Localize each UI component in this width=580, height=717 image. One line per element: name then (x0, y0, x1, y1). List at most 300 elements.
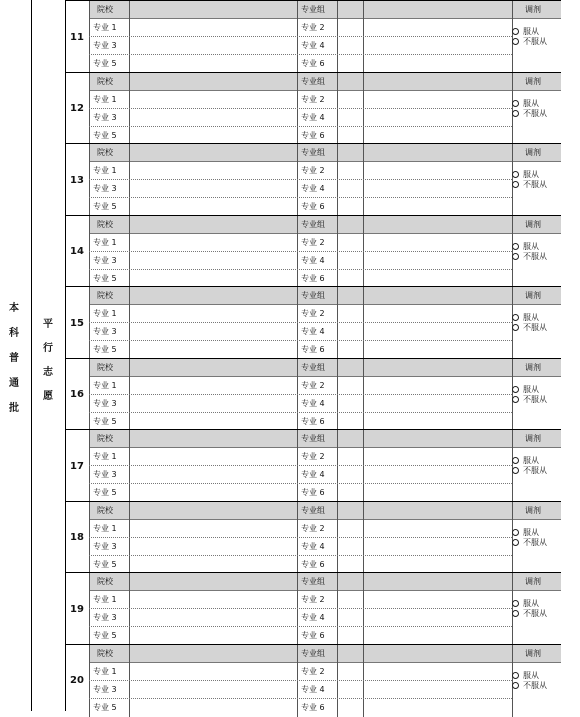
major-label: 专业 3 (93, 41, 117, 50)
major-input[interactable] (130, 37, 296, 54)
cell-divider (89, 359, 90, 431)
batch-label-char: 科 (9, 328, 19, 339)
choice-number: 16 (70, 389, 84, 400)
accept-radio-label: 服从 (523, 313, 539, 322)
cell-divider (89, 573, 90, 645)
school-header: 院校 (97, 76, 113, 86)
major-input[interactable] (130, 681, 296, 698)
adjust-options (512, 385, 547, 405)
choice-number: 20 (70, 675, 84, 686)
reject-radio-row[interactable] (512, 37, 547, 47)
reject-radio-label: 不服从 (523, 108, 547, 118)
cell-divider (297, 73, 298, 145)
cell-divider (337, 1, 338, 73)
volunteer-label-char: 行 (43, 343, 53, 354)
major-group-header: 专业组 (301, 5, 325, 14)
major-input[interactable] (130, 180, 296, 197)
major-input[interactable] (365, 520, 511, 537)
cell-divider (363, 1, 364, 73)
accept-radio[interactable] (512, 386, 519, 393)
major-label: 专业 6 (301, 273, 325, 283)
choice-number: 18 (70, 532, 84, 543)
accept-radio-row[interactable] (512, 99, 547, 109)
major-input[interactable] (365, 413, 511, 430)
cell-divider (89, 73, 90, 145)
cell-divider (89, 430, 90, 502)
major-input[interactable] (365, 198, 511, 215)
major-input[interactable] (130, 448, 296, 465)
major-group-header: 专业组 (301, 362, 325, 372)
accept-radio-row[interactable] (512, 27, 547, 37)
cell-divider (337, 573, 338, 645)
major-input[interactable] (365, 377, 511, 394)
major-label: 专业 5 (93, 416, 117, 426)
major-group-header: 专业组 (301, 291, 325, 300)
choice-number: 14 (70, 246, 84, 257)
reject-radio[interactable] (512, 110, 519, 117)
major-label: 专业 1 (93, 309, 117, 318)
cell-divider (363, 73, 364, 145)
major-label: 专业 4 (301, 541, 325, 551)
major-input[interactable] (365, 19, 511, 36)
choice-block (65, 644, 561, 716)
major-label: 专业 5 (93, 345, 117, 354)
cell-divider (297, 645, 298, 717)
adjust-header: 调剂 (525, 5, 541, 14)
school-header: 院校 (97, 505, 113, 515)
major-input[interactable] (130, 91, 296, 108)
major-input[interactable] (365, 180, 511, 197)
major-label: 专业 2 (301, 23, 325, 32)
block-header-bar (89, 1, 561, 19)
block-header-bar (89, 502, 561, 520)
major-label: 专业 2 (301, 523, 325, 533)
cell-divider (337, 359, 338, 431)
major-label: 专业 5 (93, 702, 117, 712)
major-group-header: 专业组 (301, 434, 325, 443)
major-label: 专业 1 (93, 666, 117, 676)
cell-divider (363, 502, 364, 574)
reject-radio-label: 不服从 (523, 609, 547, 618)
major-label: 专业 5 (93, 59, 117, 68)
major-input[interactable] (130, 556, 296, 573)
accept-radio-label: 服从 (523, 241, 539, 251)
reject-radio-label: 不服从 (523, 251, 547, 261)
major-label: 专业 4 (301, 470, 325, 479)
major-input[interactable] (130, 627, 296, 644)
cell-divider (297, 287, 298, 359)
reject-radio-label: 不服从 (523, 323, 547, 332)
reject-radio-label: 不服从 (523, 180, 547, 189)
cell-divider (297, 573, 298, 645)
major-label: 专业 1 (93, 452, 117, 461)
reject-radio[interactable] (512, 682, 519, 689)
major-label: 专业 4 (301, 255, 325, 265)
major-input[interactable] (130, 270, 296, 287)
major-input[interactable] (130, 466, 296, 483)
choice-block (65, 0, 561, 72)
major-input[interactable] (130, 19, 296, 36)
batch-label-char: 本 (9, 303, 19, 314)
major-input[interactable] (365, 591, 511, 608)
adjust-options (512, 456, 547, 476)
major-input[interactable] (130, 55, 296, 72)
major-input[interactable] (365, 323, 511, 340)
reject-radio[interactable] (512, 253, 519, 260)
major-label: 专业 3 (93, 184, 117, 193)
block-header-bar (89, 144, 561, 162)
major-group-header: 专业组 (301, 219, 325, 229)
major-label: 专业 2 (301, 166, 325, 175)
adjust-header: 调剂 (525, 577, 541, 586)
cell-divider (363, 359, 364, 431)
major-input[interactable] (365, 627, 511, 644)
cell-divider (297, 1, 298, 73)
reject-radio-row[interactable] (512, 681, 547, 691)
major-group-header: 专业组 (301, 505, 325, 515)
major-input[interactable] (365, 448, 511, 465)
school-header: 院校 (97, 577, 113, 586)
major-input[interactable] (365, 37, 511, 54)
cell-divider (337, 73, 338, 145)
reject-radio-row[interactable] (512, 466, 547, 476)
major-label: 专业 3 (93, 541, 117, 551)
accept-radio-label: 服从 (523, 170, 539, 179)
adjust-header: 调剂 (525, 219, 541, 229)
choice-block (65, 286, 561, 358)
accept-radio-row[interactable] (512, 242, 547, 252)
major-label: 专业 3 (93, 255, 117, 265)
accept-radio[interactable] (512, 600, 519, 607)
adjust-options (512, 313, 547, 333)
cell-divider (337, 502, 338, 574)
choice-block (65, 429, 561, 501)
major-input[interactable] (365, 609, 511, 626)
major-label: 专业 6 (301, 130, 325, 140)
accept-radio[interactable] (512, 314, 519, 321)
school-header: 院校 (97, 434, 113, 443)
accept-radio-label: 服从 (523, 384, 539, 394)
cell-divider (337, 144, 338, 216)
reject-radio[interactable] (512, 610, 519, 617)
major-input[interactable] (365, 270, 511, 287)
accept-radio-row[interactable] (512, 170, 547, 180)
block-header-bar (89, 359, 561, 377)
adjust-header: 调剂 (525, 148, 541, 157)
accept-radio[interactable] (512, 28, 519, 35)
batch-label-char: 批 (9, 403, 19, 414)
major-label: 专业 6 (301, 416, 325, 426)
major-label: 专业 1 (93, 166, 117, 175)
cell-divider (89, 1, 90, 73)
major-label: 专业 2 (301, 237, 325, 247)
accept-radio-label: 服从 (523, 670, 539, 680)
major-group-header: 专业组 (301, 648, 325, 658)
accept-radio-label: 服从 (523, 527, 539, 537)
reject-radio[interactable] (512, 181, 519, 188)
major-label: 专业 6 (301, 631, 325, 640)
cell-divider (297, 359, 298, 431)
major-label: 专业 2 (301, 94, 325, 104)
choice-block (65, 501, 561, 573)
major-label: 专业 6 (301, 202, 325, 211)
accept-radio-row[interactable] (512, 599, 547, 609)
block-header-bar (89, 216, 561, 234)
accept-radio-row[interactable] (512, 528, 547, 538)
accept-radio[interactable] (512, 672, 519, 679)
major-input[interactable] (365, 91, 511, 108)
adjust-options (512, 99, 547, 119)
major-input[interactable] (365, 484, 511, 501)
major-label: 专业 5 (93, 273, 117, 283)
major-label: 专业 1 (93, 237, 117, 247)
major-input[interactable] (365, 663, 511, 680)
accept-radio-label: 服从 (523, 456, 539, 465)
volunteer-label-char: 志 (43, 367, 53, 378)
major-label: 专业 3 (93, 684, 117, 694)
cell-divider (89, 645, 90, 717)
adjust-header: 调剂 (525, 76, 541, 86)
choice-block (65, 72, 561, 144)
major-input[interactable] (365, 55, 511, 72)
school-header: 院校 (97, 5, 113, 14)
cell-divider (337, 645, 338, 717)
cell-divider (89, 216, 90, 288)
school-header: 院校 (97, 148, 113, 157)
reject-radio-label: 不服从 (523, 537, 547, 547)
adjust-options (512, 170, 547, 190)
reject-radio-row[interactable] (512, 323, 547, 333)
adjust-header: 调剂 (525, 362, 541, 372)
cell-divider (297, 502, 298, 574)
major-label: 专业 3 (93, 327, 117, 336)
major-label: 专业 1 (93, 523, 117, 533)
accept-radio[interactable] (512, 100, 519, 107)
cell-divider (363, 287, 364, 359)
major-label: 专业 3 (93, 398, 117, 408)
reject-radio[interactable] (512, 396, 519, 403)
accept-radio-label: 服从 (523, 27, 539, 36)
choice-number: 12 (70, 103, 84, 114)
cell-divider (363, 645, 364, 717)
major-input[interactable] (365, 127, 511, 144)
major-input[interactable] (130, 538, 296, 555)
cell-divider (89, 502, 90, 574)
choice-number: 13 (70, 174, 84, 186)
volunteer-label-char: 平 (43, 319, 53, 330)
major-input[interactable] (130, 305, 296, 322)
accept-radio[interactable] (512, 171, 519, 178)
reject-radio-label: 不服从 (523, 37, 547, 46)
major-label: 专业 6 (301, 488, 325, 497)
major-label: 专业 4 (301, 112, 325, 122)
reject-radio-row[interactable] (512, 109, 547, 119)
major-label: 专业 4 (301, 684, 325, 694)
school-header: 院校 (97, 291, 113, 300)
accept-radio-label: 服从 (523, 599, 539, 608)
major-input[interactable] (130, 699, 296, 716)
school-header: 院校 (97, 648, 113, 658)
major-label: 专业 3 (93, 613, 117, 622)
reject-radio-row[interactable] (512, 252, 547, 262)
major-input[interactable] (365, 538, 511, 555)
adjust-options (512, 528, 547, 548)
major-label: 专业 3 (93, 470, 117, 479)
cell-divider (363, 430, 364, 502)
choice-block (65, 143, 561, 215)
choice-block (65, 572, 561, 644)
adjust-header: 调剂 (525, 648, 541, 658)
cell-divider (297, 144, 298, 216)
major-input[interactable] (130, 323, 296, 340)
choice-number: 15 (70, 317, 84, 329)
block-header-bar (89, 645, 561, 663)
major-input[interactable] (365, 556, 511, 573)
major-group-header: 专业组 (301, 577, 325, 586)
reject-radio[interactable] (512, 38, 519, 45)
reject-radio-row[interactable] (512, 538, 547, 548)
cell-divider (297, 216, 298, 288)
major-label: 专业 5 (93, 130, 117, 140)
accept-radio-label: 服从 (523, 98, 539, 108)
major-label: 专业 4 (301, 613, 325, 622)
major-label: 专业 4 (301, 41, 325, 50)
cell-divider (89, 144, 90, 216)
accept-radio[interactable] (512, 529, 519, 536)
major-label: 专业 6 (301, 345, 325, 354)
major-label: 专业 4 (301, 184, 325, 193)
major-label: 专业 2 (301, 595, 325, 604)
major-input[interactable] (365, 466, 511, 483)
major-input[interactable] (130, 591, 296, 608)
major-input[interactable] (130, 234, 296, 251)
major-label: 专业 2 (301, 380, 325, 390)
choice-block (65, 358, 561, 430)
cell-divider (297, 430, 298, 502)
reject-radio-row[interactable] (512, 180, 547, 190)
major-input[interactable] (130, 663, 296, 680)
major-input[interactable] (130, 341, 296, 358)
major-label: 专业 1 (93, 380, 117, 390)
major-label: 专业 4 (301, 398, 325, 408)
column-divider (31, 0, 32, 711)
cell-divider (89, 287, 90, 359)
adjust-options (512, 27, 547, 47)
major-input[interactable] (130, 484, 296, 501)
block-header-bar (89, 430, 561, 448)
reject-radio-row[interactable] (512, 395, 547, 405)
adjust-options (512, 242, 547, 262)
major-input[interactable] (365, 305, 511, 322)
block-header-bar (89, 287, 561, 305)
reject-radio-row[interactable] (512, 609, 547, 619)
major-label: 专业 1 (93, 595, 117, 604)
reject-radio[interactable] (512, 324, 519, 331)
batch-label-char: 通 (9, 378, 19, 389)
cell-divider (337, 216, 338, 288)
major-input[interactable] (130, 252, 296, 269)
accept-radio-row[interactable] (512, 456, 547, 466)
major-label: 专业 2 (301, 452, 325, 461)
accept-radio-row[interactable] (512, 385, 547, 395)
choice-number: 11 (70, 31, 84, 43)
major-input[interactable] (130, 198, 296, 215)
major-input[interactable] (365, 341, 511, 358)
reject-radio-label: 不服从 (523, 466, 547, 475)
major-label: 专业 5 (93, 631, 117, 640)
major-label: 专业 4 (301, 327, 325, 336)
adjust-header: 调剂 (525, 291, 541, 300)
major-input[interactable] (365, 109, 511, 126)
choice-number: 19 (70, 603, 84, 615)
major-label: 专业 2 (301, 309, 325, 318)
block-header-bar (89, 73, 561, 91)
major-label: 专业 3 (93, 112, 117, 122)
major-group-header: 专业组 (301, 148, 325, 157)
major-input[interactable] (130, 377, 296, 394)
reject-radio[interactable] (512, 539, 519, 546)
adjust-header: 调剂 (525, 505, 541, 515)
major-label: 专业 6 (301, 59, 325, 68)
school-header: 院校 (97, 219, 113, 229)
major-input[interactable] (130, 395, 296, 412)
cell-divider (363, 144, 364, 216)
choice-block (65, 215, 561, 287)
major-input[interactable] (130, 413, 296, 430)
major-group-header: 专业组 (301, 76, 325, 86)
accept-radio-row[interactable] (512, 671, 547, 681)
major-input[interactable] (130, 162, 296, 179)
major-label: 专业 6 (301, 702, 325, 712)
cell-divider (337, 430, 338, 502)
major-input[interactable] (365, 681, 511, 698)
major-input[interactable] (365, 699, 511, 716)
major-label: 专业 5 (93, 559, 117, 569)
major-label: 专业 6 (301, 559, 325, 569)
block-header-bar (89, 573, 561, 591)
reject-radio-label: 不服从 (523, 394, 547, 404)
major-input[interactable] (130, 127, 296, 144)
major-label: 专业 1 (93, 23, 117, 32)
adjust-options (512, 599, 547, 619)
batch-label-char: 普 (9, 353, 19, 364)
major-input[interactable] (365, 162, 511, 179)
adjust-header: 调剂 (525, 434, 541, 443)
accept-radio[interactable] (512, 243, 519, 250)
choice-number: 17 (70, 460, 84, 472)
accept-radio[interactable] (512, 457, 519, 464)
major-input[interactable] (365, 395, 511, 412)
cell-divider (363, 216, 364, 288)
school-header: 院校 (97, 362, 113, 372)
major-label: 专业 1 (93, 94, 117, 104)
volunteer-label-char: 愿 (43, 391, 53, 402)
adjust-options (512, 671, 547, 691)
major-label: 专业 5 (93, 488, 117, 497)
accept-radio-row[interactable] (512, 313, 547, 323)
major-input[interactable] (365, 234, 511, 251)
major-input[interactable] (365, 252, 511, 269)
cell-divider (337, 287, 338, 359)
major-label: 专业 5 (93, 202, 117, 211)
major-input[interactable] (130, 109, 296, 126)
reject-radio-label: 不服从 (523, 680, 547, 690)
major-label: 专业 2 (301, 666, 325, 676)
cell-divider (363, 573, 364, 645)
reject-radio[interactable] (512, 467, 519, 474)
major-input[interactable] (130, 609, 296, 626)
major-input[interactable] (130, 520, 296, 537)
